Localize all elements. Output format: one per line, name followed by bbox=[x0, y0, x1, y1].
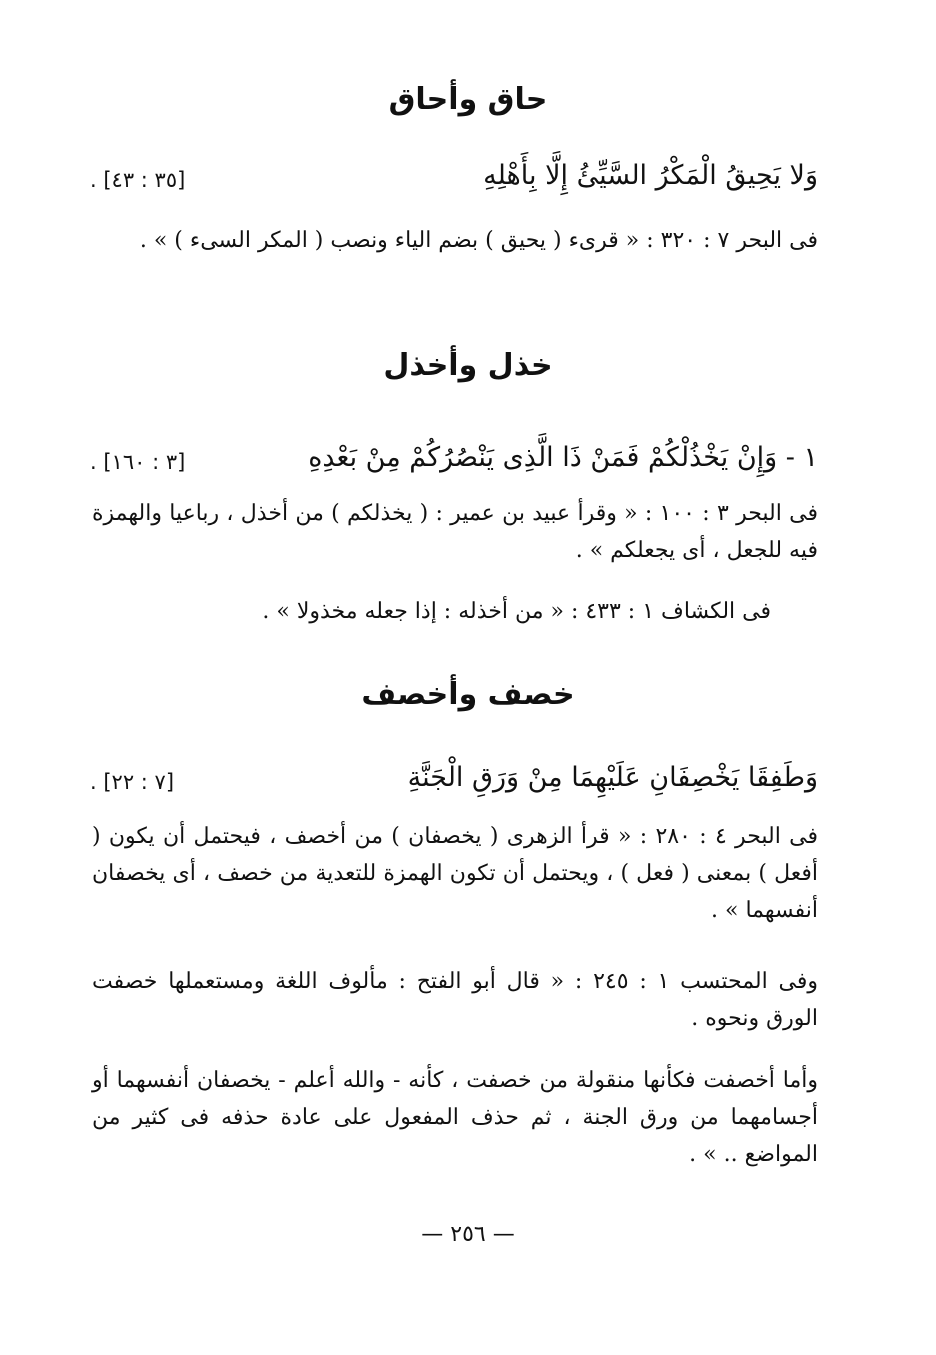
quran-verse: وَطَفِقَا يَخْصِفَانِ عَلَيْهِمَا مِنْ وَرَقِ الْجَنَّةِ bbox=[407, 762, 818, 793]
commentary-paragraph: وفى المحتسب ١ : ٢٤٥ : « قال أبو الفتح : مألوف اللغة ومستعملها خصفت الورق ونحوه . bbox=[92, 969, 818, 1031]
quran-verse: وَلا يَحِيقُ الْمَكْرُ السَّيِّئُ إِلَّا بِأَهْلِهِ bbox=[483, 160, 818, 191]
commentary-paragraph: فى البحر ٤ : ٢٨٠ : « قرأ الزهرى ( يخصفان ) من أخصف ، فيحتمل أن يكون ( أفعل ) بمعنى ( فعل ) ، ويحتمل أن تكون الهمزة للتعدية من خصف ، أى يخصفان أنفسهما » . bbox=[92, 824, 819, 923]
section-heading: حاق وأحاق bbox=[388, 82, 548, 117]
section-heading: خصف وأخصف bbox=[361, 677, 575, 712]
commentary-paragraph: فى البحر ٣ : ١٠٠ : « وقرأ عبيد بن عمير : ( يخذلكم ) من أخذل ، رباعيا والهمزة فيه للجعل ، أى يجعلكم » . bbox=[92, 501, 818, 563]
commentary-paragraph: وأما أخصفت فكأنها منقولة من خصفت ، كأنه - والله أعلم - يخصفان أنفسهما أو أجسامهما من ورق الجنة ، ثم حذف المفعول على عادة حذفه فى كثير من المواضع .. » . bbox=[92, 1068, 818, 1167]
commentary-paragraph: فى البحر ٧ : ٣٢٠ : « قرىء ( يحيق ) بضم الياء ونصب ( المكر السىء ) » . bbox=[139, 228, 818, 253]
verse-row bbox=[90, 160, 818, 206]
verse-reference: [٧ : ٢٢] . bbox=[90, 770, 175, 794]
page-number: — ٢٥٦ — bbox=[421, 1222, 515, 1247]
verse-row bbox=[90, 442, 818, 488]
verse-reference: [٣ : ١٦٠] . bbox=[90, 450, 186, 474]
commentary-paragraph: فى الكشاف ١ : ٤٣٣ : « من أخذله : إذا جعله مخذولا » . bbox=[262, 599, 771, 624]
verse-row bbox=[90, 762, 818, 808]
section-heading: خذل وأخذل bbox=[383, 348, 553, 383]
quran-verse: ١ - وَإِنْ يَخْذُلْكُمْ فَمَنْ ذَا الَّذِى يَنْصُرُكُمْ مِنْ بَعْدِهِ bbox=[308, 442, 818, 473]
verse-reference: [٣٥ : ٤٣] . bbox=[90, 168, 186, 192]
